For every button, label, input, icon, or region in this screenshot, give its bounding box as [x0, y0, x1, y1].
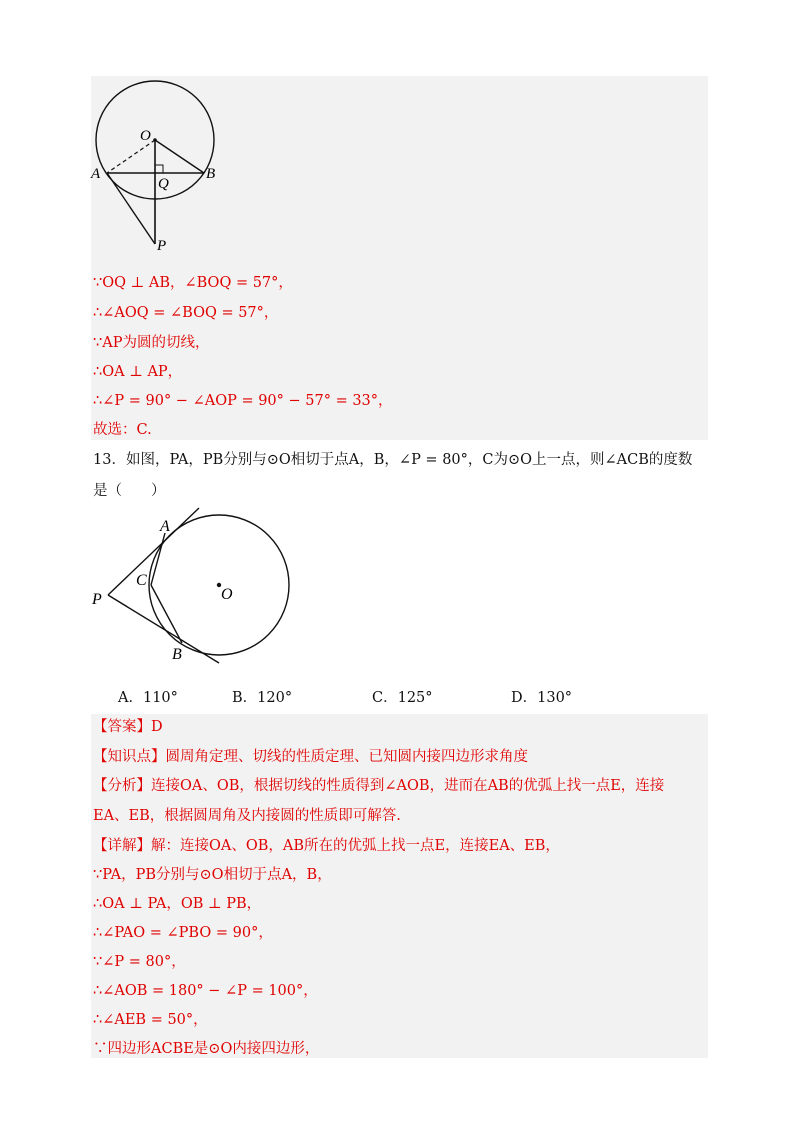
- solution1-answer: 故选：C.: [93, 422, 152, 438]
- question13-text-cont: 是（ ）: [93, 483, 166, 499]
- solution1-line-5: ∴∠P = 90° − ∠AOP = 90° − 57° = 33°，: [93, 393, 393, 409]
- figure-circle-tangent-2: [86, 505, 306, 665]
- solution2-step-1: ∵PA，PB分别与⊙O相切于点A，B，: [93, 867, 332, 883]
- label-C: C: [136, 572, 147, 589]
- option-c[interactable]: C．125°: [372, 690, 433, 706]
- solution2-step-7: ∵四边形ACBE是⊙O内接四边形，: [93, 1041, 320, 1057]
- label-P: P: [157, 238, 167, 254]
- solution2-step-6: ∴∠AEB = 50°，: [93, 1012, 208, 1028]
- solution2-step-3: ∴∠PAO = ∠PBO = 90°，: [93, 925, 273, 941]
- question13-text: 13．如图，PA，PB分别与⊙O相切于点A，B，∠P = 80°，C为⊙O上一点，则∠ACB的度数: [93, 452, 693, 468]
- label-A: A: [160, 518, 170, 535]
- solution2-step-5: ∴∠AOB = 180° − ∠P = 100°，: [93, 983, 318, 999]
- solution2-analysis-cont: EA、EB，根据圆周角及内接圆的性质即可解答.: [93, 808, 401, 824]
- solution2-knowledge: 【知识点】圆周角定理、切线的性质定理、已知圆内接四边形求角度: [93, 749, 528, 765]
- figure-circle-tangent-1: [86, 80, 236, 256]
- label-O: O: [140, 128, 151, 144]
- solution1-line-3: ∵AP为圆的切线，: [93, 335, 210, 351]
- solution2-detail: 【详解】解：连接OA、OB，AB所在的优弧上找一点E，连接EA、EB，: [93, 838, 560, 854]
- solution2-answer: 【答案】D: [93, 719, 163, 735]
- option-a[interactable]: A．110°: [118, 690, 178, 706]
- label-O: O: [221, 586, 233, 603]
- solution1-line-2: ∴∠AOQ = ∠BOQ = 57°，: [93, 305, 279, 321]
- solution1-line-1: ∵OQ ⊥ AB，∠BOQ = 57°，: [93, 275, 293, 291]
- label-B: B: [172, 646, 182, 663]
- solution2-step-2: ∴OA ⊥ PA，OB ⊥ PB，: [93, 896, 262, 912]
- solution2-step-4: ∵∠P = 80°，: [93, 954, 186, 970]
- solution1-line-4: ∴OA ⊥ AP，: [93, 364, 183, 380]
- label-B: B: [206, 166, 216, 182]
- label-A: A: [91, 166, 101, 182]
- label-Q: Q: [158, 176, 169, 192]
- option-d[interactable]: D．130°: [511, 690, 573, 706]
- option-b[interactable]: B．120°: [232, 690, 293, 706]
- solution2-analysis: 【分析】连接OA、OB，根据切线的性质得到∠AOB，进而在AB的优弧上找一点E，连接: [93, 778, 665, 794]
- label-P: P: [92, 591, 102, 608]
